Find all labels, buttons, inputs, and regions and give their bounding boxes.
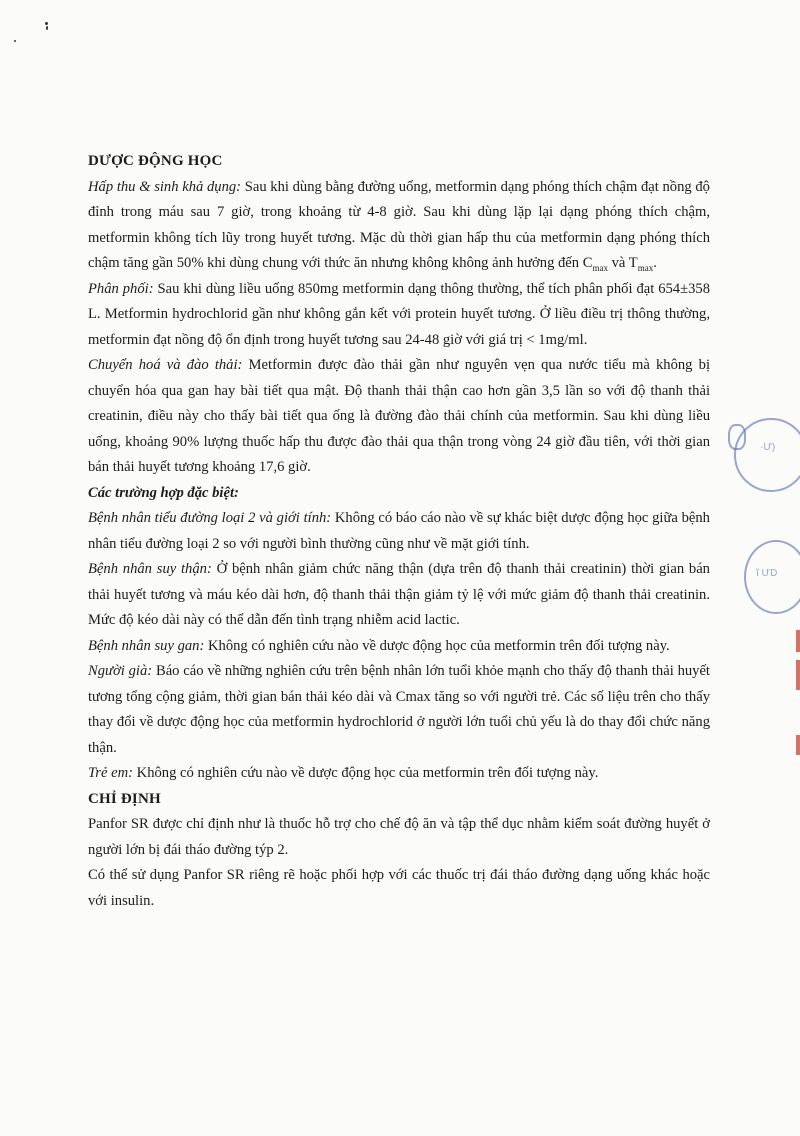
paragraph-type2	[88, 506, 710, 557]
text-distribution: Sau khi dùng liều uống 850mg metformin dạng thông thường, thể tích phân phối đạt 654±358 L. Metformin hydrochlorid gần như không gắn kết với protein huyết tương. Ở liều điều trị thông thường, metformin đạt nồng độ ổn định trong huyết tương sau 24-48 giờ với giá trị < 1mg/ml.	[88, 280, 711, 348]
subscript-max-2: max	[637, 262, 654, 273]
paragraph-renal	[88, 557, 710, 634]
stamp-mark-pen	[728, 424, 746, 450]
paragraph-hepatic	[88, 634, 710, 660]
paragraph-children	[88, 761, 710, 787]
scan-speck	[45, 22, 48, 25]
document-body	[88, 149, 710, 914]
scan-speck	[14, 40, 16, 42]
scan-speck	[46, 26, 48, 30]
text-renal: Ở bệnh nhân giảm chức năng thận (dựa trên độ thanh thải creatinin) thời gian bán thải huyết tương và máu kéo dài hơn, độ thanh thải thận giảm tỷ lệ với mức giảm độ thanh thải creatinin. Mức độ kéo dài này có thể dẫn đến tình trạng nhiễm acid lactic.	[88, 561, 710, 628]
red-edge-mark	[796, 660, 800, 690]
red-edge-mark	[796, 630, 800, 652]
text-absorption-and: và T	[607, 255, 638, 271]
paragraph-distribution	[88, 277, 710, 354]
text-absorption: Sau khi dùng bằng đường uống, metformin dạng phóng thích chậm đạt nồng độ đỉnh trong máu sau 7 giờ, trong khoảng từ 4-8 giờ. Sau khi dùng lặp lại dạng phóng thích chậm, metformin không tích lũy trong huyết tương. Mặc dù thời gian hấp thu của metformin dạng phóng thích chậm tăng gần 50% khi dùng chung với thức ăn nhưng không không ảnh hưởng đến C	[88, 178, 710, 271]
paragraph-absorption	[88, 175, 710, 277]
text-type2: Không có báo cáo nào về sự khác biệt dược động học giữa bệnh nhân tiểu đường loại 2 so với người bình thường cũng như về mặt giới tính.	[88, 510, 710, 552]
text-absorption-end: .	[653, 255, 657, 271]
paragraph-elderly	[88, 659, 710, 761]
label-renal: Bệnh nhân suy thận:	[88, 561, 212, 577]
label-children: Trẻ em:	[88, 765, 133, 781]
paragraph-indication-1: Panfor SR được chỉ định như là thuốc hỗ trợ cho chế độ ăn và tập thể dục nhằm kiểm soát đường huyết ở người lớn bị đái tháo đường týp 2.	[88, 816, 710, 858]
section-title-pharmacokinetics: DƯỢC ĐỘNG HỌC	[88, 153, 223, 169]
paragraph-metabolism	[88, 353, 710, 481]
label-metabolism: Chuyển hoá và đào thải:	[88, 357, 243, 373]
text-hepatic: Không có nghiên cứu nào về dược động học của metformin trên đối tượng này.	[204, 637, 670, 654]
stamp-upper-text: ·Ư)	[760, 442, 776, 453]
paragraph-indication-2: Có thể sử dụng Panfor SR riêng rẽ hoặc phối hợp với các thuốc trị đái tháo đường dạng uống khác hoặc với insulin.	[88, 867, 710, 909]
section-title-indications: CHỈ ĐỊNH	[88, 790, 161, 807]
red-edge-mark	[796, 735, 800, 755]
label-hepatic: Bệnh nhân suy gan:	[88, 637, 205, 654]
label-elderly: Người già:	[88, 663, 153, 679]
text-children: Không có nghiên cứu nào về dược động học của metformin trên đối tượng này.	[133, 765, 599, 781]
subscript-max: max	[592, 262, 608, 273]
label-type2: Bệnh nhân tiểu đường loại 2 và giới tính:	[88, 510, 332, 526]
text-elderly: Báo cáo về những nghiên cứu trên bệnh nhân lớn tuổi khỏe mạnh cho thấy độ thanh thải huyết tương tổng cộng giảm, thời gian bán thải kéo dài và Cmax tăng so với người trẻ. Các số liệu trên cho thấy thay đổi về dược động học của metformin hydrochlorid ở người lớn tuổi chủ yếu là do thay đổi chức năng thận.	[88, 663, 710, 756]
subsection-title-special-cases: Các trường hợp đặc biệt:	[88, 484, 239, 501]
label-distribution: Phân phối:	[88, 280, 154, 297]
stamp-lower-text: ĩ ƯD	[756, 568, 778, 579]
text-metabolism: Metformin được đào thải gần như nguyên vẹn qua nước tiểu mà không bị chuyển hóa qua gan hay bài tiết qua mật. Độ thanh thải thận cao hơn gần 3,5 lần so với độ thanh thải creatinin, điều này cho thấy bài tiết qua ống là đường đào thải chính của metformin. Sau khi dùng liều uống, khoảng 90% lượng thuốc hấp thu được đào thải qua thận trong vòng 24 giờ đầu tiên, với thời gian bán thải huyết tương khoảng 17,6 giờ.	[88, 357, 710, 475]
label-absorption: Hấp thu & sinh khả dụng:	[88, 178, 242, 195]
stamp-fragment-lower	[744, 540, 800, 614]
